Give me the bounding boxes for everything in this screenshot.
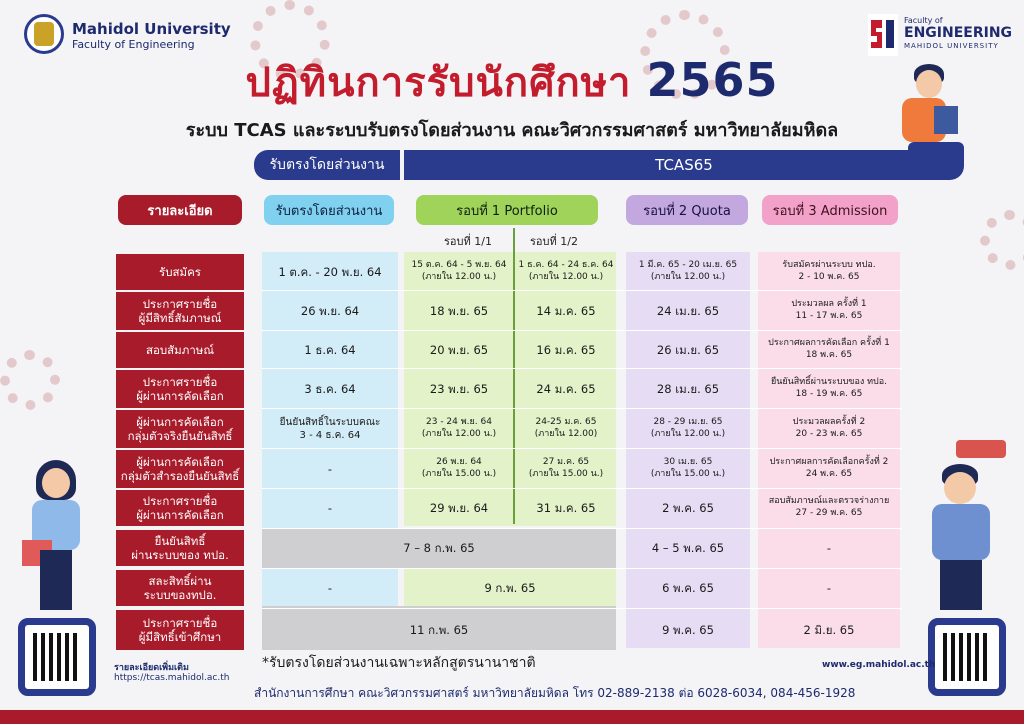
university-seal-emblem	[34, 22, 54, 46]
banner-tcas65: TCAS65	[404, 150, 964, 180]
faculty-logo-line3: MAHIDOL UNIVERSITY	[904, 42, 999, 50]
cell-round3: 2 มิ.ย. 65	[803, 622, 855, 637]
row-label: รับสมัคร	[116, 254, 244, 290]
cell-round3: รับสมัครผ่านระบบ ทปอ. 2 - 10 พ.ค. 65	[782, 260, 876, 282]
row-label: ยืนยันสิทธิ์ ผ่านระบบของ ทปอ.	[116, 530, 244, 566]
figure-head	[944, 472, 976, 504]
qr-code-website[interactable]	[928, 618, 1006, 696]
row-label: ประกาศรายชื่อ ผู้มีสิทธิ์สัมภาษณ์	[116, 292, 244, 330]
cell-round3: ประมวลผลครั้งที่ 2 20 - 23 พ.ค. 65	[792, 417, 866, 439]
cell-direct: 1 ต.ค. - 20 พ.ย. 64	[278, 264, 382, 279]
row-label: ประกาศรายชื่อ ผู้ผ่านการคัดเลือก	[116, 370, 244, 408]
cell-direct: 3 ธ.ค. 64	[304, 381, 356, 396]
row-label: สละสิทธิ์ผ่าน ระบบของทปอ.	[116, 570, 244, 606]
title-text: ปฏิทินการรับนักศึกษา	[245, 60, 632, 106]
figure-head	[42, 468, 70, 498]
cell-direct: -	[327, 500, 333, 515]
cell-direct: 1 ธ.ค. 64	[304, 342, 356, 357]
figure-body	[932, 504, 990, 560]
cell-round1-1: 29 พ.ย. 64	[429, 500, 489, 515]
figure-book	[956, 440, 1006, 458]
qr-pattern	[33, 633, 81, 681]
faculty-logo-line2: ENGINEERING	[904, 25, 1013, 41]
subheader-round1-2: รอบที่ 1/2	[530, 235, 578, 248]
cell-round2: 6 พ.ค. 65	[662, 580, 714, 595]
cell-round1-1: 18 พ.ย. 65	[429, 303, 489, 318]
cell-round2: 28 เม.ย. 65	[656, 381, 720, 396]
column-header-direct: รับตรงโดยส่วนงาน	[264, 195, 394, 225]
qr-pattern	[943, 633, 991, 681]
faculty-logo-line1: Faculty of	[904, 16, 943, 25]
cell-round1-1: 20 พ.ย. 65	[429, 342, 489, 357]
student-boy-illustration	[918, 440, 1008, 610]
cell-round3: ประกาศผลการคัดเลือกครั้งที่ 2 24 พ.ค. 65	[769, 457, 889, 479]
figure-book	[934, 106, 958, 134]
row-label: ประกาศรายชื่อ ผู้มีสิทธิ์เข้าศึกษา	[116, 610, 244, 650]
figure-legs	[908, 142, 964, 168]
cell-round1-2: 24-25 ม.ค. 65 (ภายใน 12.00)	[534, 417, 598, 439]
cell-round2: 30 เม.ย. 65 (ภายใน 15.00 น.)	[650, 457, 726, 479]
cell-round2: 2 พ.ค. 65	[662, 500, 714, 515]
row-divider	[262, 568, 902, 569]
gear-decoration-icon	[0, 350, 60, 410]
merged-cell: 11 ก.พ. 65	[409, 622, 469, 637]
banner-direct-admission: รับตรงโดยส่วนงาน	[254, 150, 400, 180]
figure-legs	[40, 550, 72, 610]
row-label: ประกาศรายชื่อ ผู้ผ่านการคัดเลือก	[116, 490, 244, 526]
title-year: 2565	[646, 53, 779, 107]
cell-round2: 1 มี.ค. 65 - 20 เม.ย. 65 (ภายใน 12.00 น.)	[638, 260, 738, 282]
row-divider	[262, 330, 902, 331]
column-header-detail: รายละเอียด	[118, 195, 242, 225]
column-header-round2: รอบที่ 2 Quota	[626, 195, 748, 225]
website-link[interactable]: www.eg.mahidol.ac.th	[822, 660, 936, 670]
cell-direct: 26 พ.ย. 64	[300, 303, 360, 318]
faculty-name: Faculty of Engineering	[72, 38, 195, 51]
cell-direct: -	[327, 580, 333, 595]
row-divider	[262, 608, 902, 609]
cell-round3: -	[826, 540, 832, 555]
column-header-round1: รอบที่ 1 Portfolio	[416, 195, 598, 225]
cell-round1-2: 27 ม.ค. 65 (ภายใน 15.00 น.)	[528, 457, 604, 479]
cell-round2: 4 – 5 พ.ค. 65	[651, 540, 725, 555]
cell-round1-2: 16 ม.ค. 65	[536, 342, 596, 357]
more-info-label: รายละเอียดเพิ่มเติม	[114, 663, 189, 673]
gear-decoration-icon	[980, 210, 1024, 270]
cell-round1-1: 15 ต.ค. 64 - 5 พ.ย. 64 (ภายใน 12.00 น.)	[411, 260, 507, 282]
cell-direct: ยืนยันสิทธิ์ในระบบคณะ 3 - 4 ธ.ค. 64	[279, 417, 381, 441]
cell-round3: ยืนยันสิทธิ์ผ่านระบบของ ทปอ. 18 - 19 พ.ค. 65	[770, 377, 888, 399]
row-label: ผู้ผ่านการคัดเลือก กลุ่มตัวสำรองยืนยันสิทธิ์	[116, 450, 244, 488]
page-title	[0, 50, 1024, 114]
footnote: *รับตรงโดยส่วนงานเฉพาะหลักสูตรนานาชาติ	[262, 655, 536, 671]
cell-direct: -	[327, 461, 333, 476]
row-divider	[262, 290, 902, 291]
cell-round2: 28 - 29 เม.ย. 65 (ภายใน 12.00 น.)	[650, 417, 726, 439]
page-subtitle: ระบบ TCAS และระบบรับตรงโดยส่วนงาน คณะวิศวกรรมศาสตร์ มหาวิทยาลัยมหิดล	[185, 120, 839, 141]
row-divider	[262, 408, 902, 409]
cell-round3: ประมวลผล ครั้งที่ 1 11 - 17 พ.ค. 65	[791, 299, 867, 321]
cell-round2: 26 เม.ย. 65	[656, 342, 720, 357]
cell-round3: สอบสัมภาษณ์และตรวจร่างกาย 27 - 29 พ.ค. 65	[768, 496, 890, 518]
row-label: สอบสัมภาษณ์	[116, 332, 244, 368]
row-divider	[262, 368, 902, 369]
cell-round1-2: 24 ม.ค. 65	[536, 381, 596, 396]
merged-cell: 7 – 8 ก.พ. 65	[403, 540, 475, 555]
column-header-round3: รอบที่ 3 Admission	[762, 195, 898, 225]
figure-legs	[940, 560, 982, 610]
cell-round1-2: 14 ม.ค. 65	[536, 303, 596, 318]
subheader-round1-1: รอบที่ 1/1	[444, 235, 492, 248]
cell-round1-1: 26 พ.ย. 64 (ภายใน 15.00 น.)	[421, 457, 497, 479]
cell-round2: 24 เม.ย. 65	[656, 303, 720, 318]
student-reading-illustration	[892, 62, 972, 182]
bottom-bar	[0, 710, 1024, 724]
figure-head	[916, 70, 942, 98]
row-divider	[262, 488, 902, 489]
qr-code-tcas[interactable]	[18, 618, 96, 696]
cell-round1: 9 ก.พ. 65	[484, 580, 536, 595]
university-name: Mahidol University	[72, 20, 231, 38]
cell-round2: 9 พ.ค. 65	[662, 622, 714, 637]
contact-info: สำนักงานการศึกษา คณะวิศวกรรมศาสตร์ มหาวิทยาลัยมหิดล โทร 02-889-2138 ต่อ 6028-6034, 084-456-1928	[254, 686, 856, 700]
cell-round1-2: 31 ม.ค. 65	[536, 500, 596, 515]
student-girl-illustration	[18, 460, 98, 610]
cell-round1-2: 1 ธ.ค. 64 - 24 ธ.ค. 64 (ภายใน 12.00 น.)	[518, 260, 614, 282]
tcas-link[interactable]: https://tcas.mahidol.ac.th	[114, 673, 230, 683]
cell-round1-1: 23 - 24 พ.ย. 64 (ภายใน 12.00 น.)	[421, 417, 497, 439]
cell-round3: ประกาศผลการคัดเลือก ครั้งที่ 1 18 พ.ค. 65	[768, 338, 890, 360]
cell-round1-1: 23 พ.ย. 65	[429, 381, 489, 396]
row-divider	[262, 448, 902, 449]
row-divider	[262, 528, 902, 529]
row-label: ผู้ผ่านการคัดเลือก กลุ่มตัวจริงยืนยันสิทธิ์	[116, 410, 244, 448]
cell-round3: -	[826, 580, 832, 595]
